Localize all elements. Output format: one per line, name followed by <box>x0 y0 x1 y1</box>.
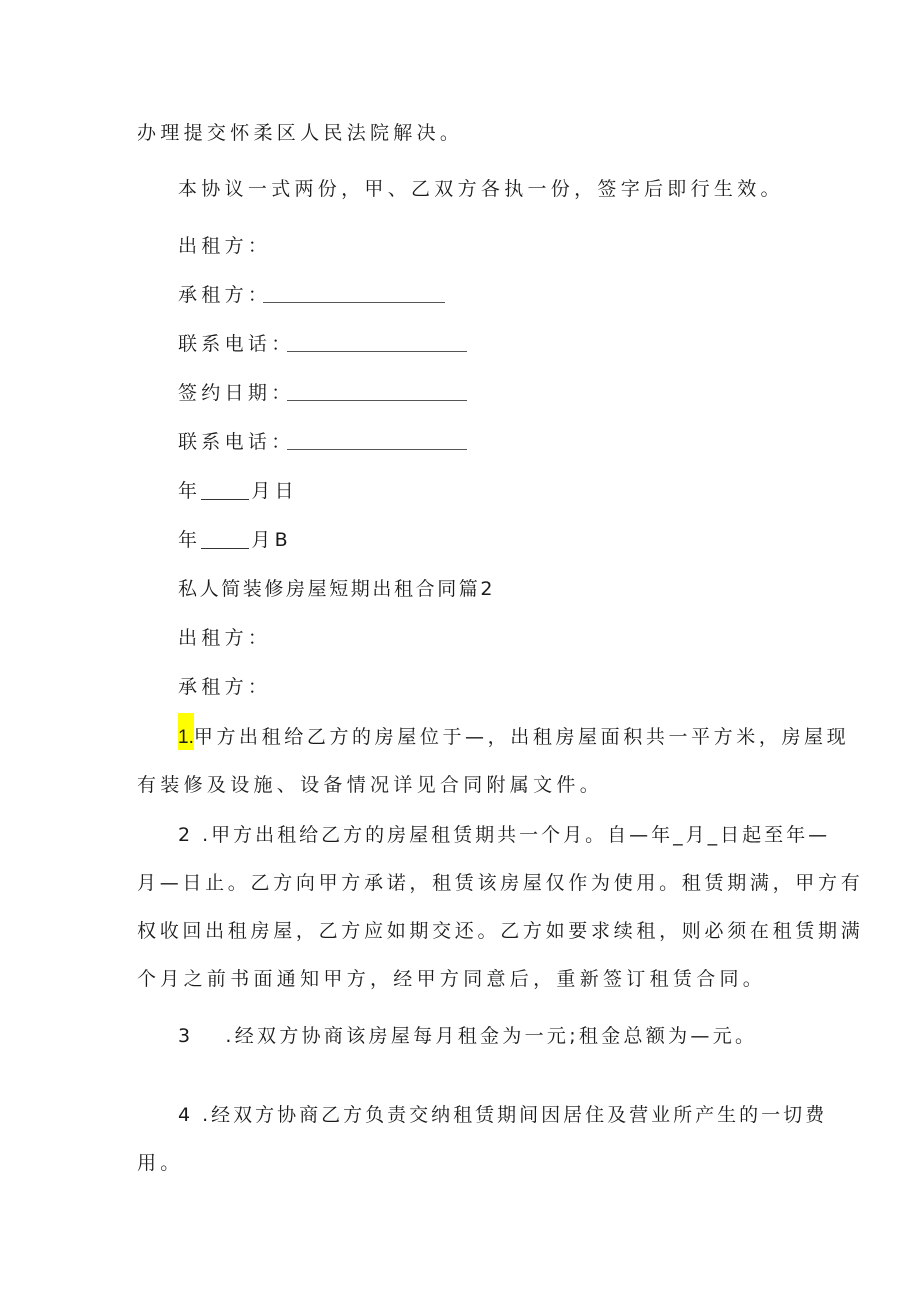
phone-label: 联系电话： <box>178 431 295 453</box>
year-label: 年 <box>178 529 202 551</box>
sign-date-label: 签约日期： <box>178 382 295 404</box>
clause-2-line-1: 2 .甲方出租给乙方的房屋租赁期共一个月。自—年_月_日起至年— <box>178 824 831 846</box>
clause-3 <box>178 1027 757 1046</box>
signature-line <box>263 302 445 303</box>
date-line <box>178 482 298 501</box>
month-day-label: 月B <box>251 529 292 551</box>
signature-line <box>287 449 467 450</box>
clause-4-line-2: 用。 <box>137 1152 184 1174</box>
lessor-label: 出租方： <box>178 235 272 257</box>
month-day-label: 月日 <box>251 480 298 502</box>
lessee-label: 承租方： <box>178 284 272 306</box>
phone-label: 联系电话： <box>178 333 295 355</box>
blank-field <box>201 548 249 549</box>
highlighted-number: 1. <box>178 713 194 750</box>
blank-field <box>201 499 249 500</box>
text-line: 办理提交怀柔区人民法院解决。 <box>137 122 464 144</box>
text-line: 本协议一式两份，甲、乙双方各执一份，签字后即行生效。 <box>178 178 784 200</box>
lessor-label: 出租方： <box>178 627 272 649</box>
clause-1-line-1 <box>178 728 849 747</box>
clause-4-line-1: 4 .经双方协商乙方负责交纳租赁期间因居住及营业所产生的一切费 <box>178 1104 828 1126</box>
date-line <box>178 531 292 550</box>
clause-number: 3 <box>178 1025 194 1047</box>
section-heading: 私人简装修房屋短期出租合同篇2 <box>178 578 496 600</box>
clause-text: 甲方出租给乙方的房屋位于—，出租房屋面积共一平方米，房屋现 <box>193 726 850 748</box>
clause-2-line-3: 权收回出租房屋，乙方应如期交还。乙方如要求续租，则必须在租赁期满 <box>137 920 864 942</box>
year-label: 年 <box>178 480 202 502</box>
signature-line <box>287 351 467 352</box>
clause-1-line-2: 有装修及设施、设备情况详见合同附属文件。 <box>137 774 604 796</box>
clause-text: .经双方协商该房屋每月租金为一元;租金总额为—元。 <box>225 1025 758 1047</box>
signature-line <box>287 400 467 401</box>
clause-2-line-4: 个月之前书面通知甲方，经甲方同意后，重新签订租赁合同。 <box>137 968 767 990</box>
lessee-label: 承租方： <box>178 676 272 698</box>
clause-2-line-2: 月—日止。乙方向甲方承诺，租赁该房屋仅作为使用。租赁期满，甲方有 <box>137 872 864 894</box>
